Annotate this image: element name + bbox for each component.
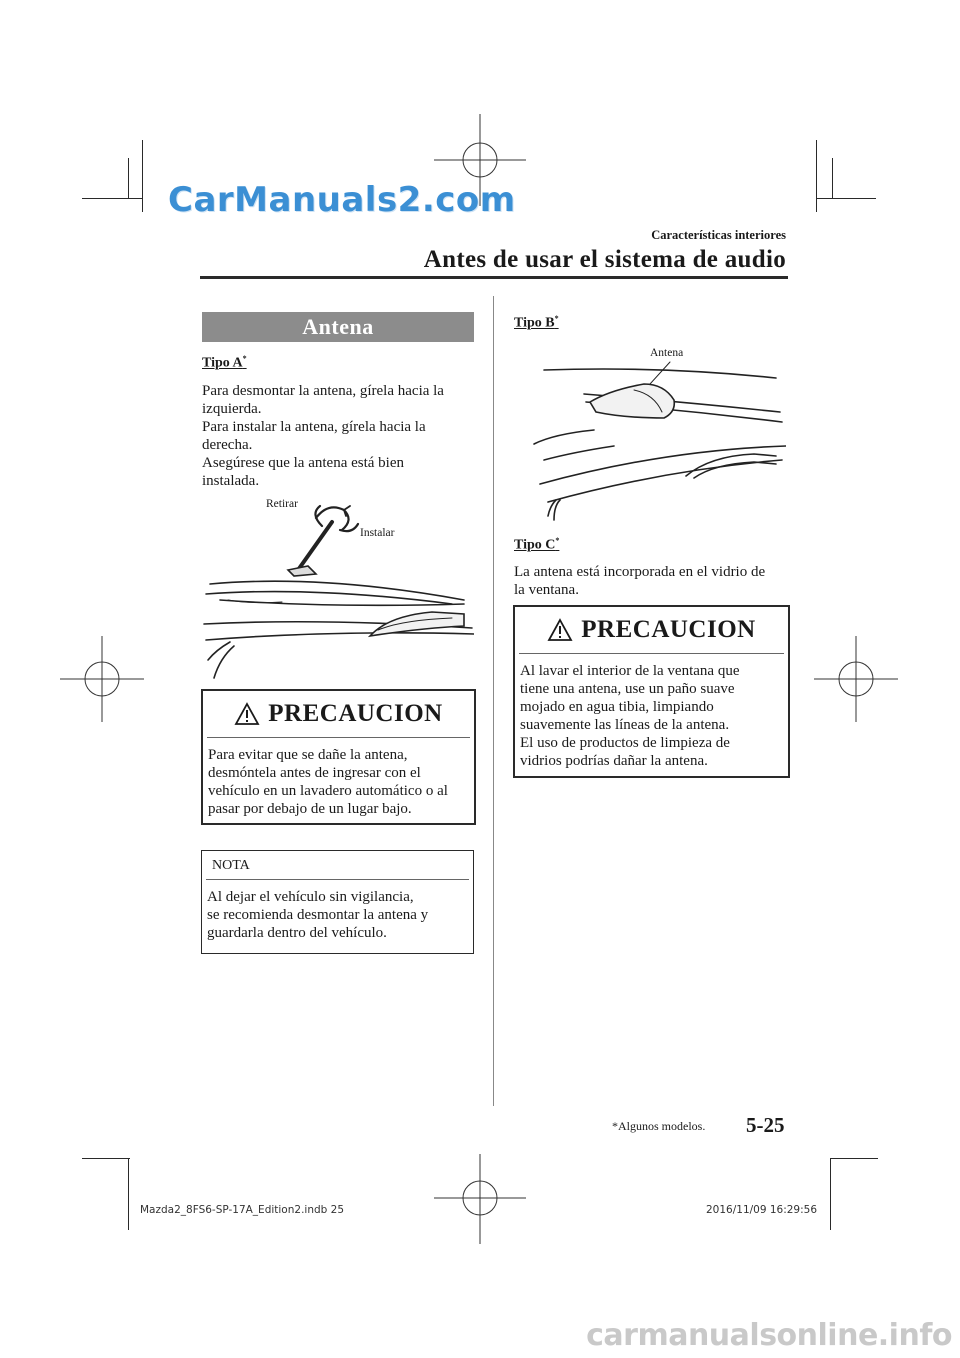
- caution-line: Al lavar el interior de la ventana que: [520, 663, 740, 679]
- text-line: Para desmontar la antena, gírela hacia la: [202, 383, 444, 399]
- print-file-info: Mazda2_8FS6-SP-17A_Edition2.indb 25: [140, 1204, 345, 1216]
- caution-line: tiene una antena, use un paño suave: [520, 681, 735, 697]
- section-title: Antena: [202, 312, 474, 342]
- caution-line: El uso de productos de limpieza de: [520, 735, 730, 751]
- note-line: guardarla dentro del vehículo.: [207, 925, 387, 941]
- caution-line: vehículo en un lavadero automático o al: [208, 783, 448, 799]
- caution-line: suavemente las líneas de la antena.: [520, 717, 730, 733]
- footnote-mark: *: [242, 354, 247, 363]
- caution-line: mojado en agua tibia, limpiando: [520, 699, 714, 715]
- note-title: NOTA: [212, 858, 250, 873]
- caution-header: [515, 607, 788, 653]
- watermark-logo: CarManuals2.com: [168, 180, 516, 220]
- note-line: se recomienda desmontar la antena y: [207, 907, 429, 923]
- header-rule: [200, 276, 788, 279]
- subheading-label: Tipo C: [514, 537, 556, 553]
- caution-line: pasar por debajo de un lugar bajo.: [208, 801, 412, 817]
- caution-title: PRECAUCION: [268, 700, 443, 727]
- note-body: [202, 880, 473, 942]
- caution-box: [513, 605, 790, 778]
- caution-line: vidrios podrías dañar la antena.: [520, 753, 708, 769]
- text-line: derecha.: [202, 437, 253, 453]
- print-date-info: 2016/11/09 16:29:56: [706, 1204, 818, 1216]
- figure-label-retirar: Retirar: [266, 498, 298, 510]
- text-line: izquierda.: [202, 401, 262, 417]
- page-title: Antes de usar el sistema de audio: [423, 246, 786, 273]
- page-number: 5-25: [746, 1113, 785, 1137]
- warning-triangle-icon: [234, 702, 260, 726]
- subheading-tipo-b: [514, 314, 559, 332]
- caution-body: [203, 738, 474, 818]
- text-line: La antena está incorporada en el vidrio de: [514, 564, 766, 580]
- subheading-tipo-a: [202, 354, 247, 372]
- text-line: la ventana.: [514, 582, 579, 598]
- caution-line: desmóntela antes de ingresar con el: [208, 765, 421, 781]
- text-line: instalada.: [202, 473, 260, 489]
- figure-label-instalar: Instalar: [360, 527, 395, 539]
- antenna-type-a-illustration: [202, 500, 474, 682]
- text-line: Para instalar la antena, gírela hacia la: [202, 419, 426, 435]
- tipo-a-text: [202, 382, 444, 490]
- caution-box: [201, 689, 476, 825]
- subheading-label: Tipo A: [202, 355, 243, 371]
- figure-label-antena: Antena: [650, 347, 684, 359]
- footnote-mark: *: [555, 536, 560, 545]
- caution-header: [203, 691, 474, 737]
- note-line: Al dejar el vehículo sin vigilancia,: [207, 889, 414, 905]
- column-divider: [493, 296, 494, 1106]
- caution-body: [515, 654, 788, 770]
- caution-line: Para evitar que se dañe la antena,: [208, 747, 408, 763]
- subheading-tipo-c: [514, 536, 559, 554]
- text-line: Asegúrese que la antena está bien: [202, 455, 404, 471]
- antenna-type-b-illustration: [514, 360, 786, 524]
- note-box: [201, 850, 474, 954]
- footnote-mark: *: [554, 314, 559, 323]
- warning-triangle-icon: [547, 618, 573, 642]
- caution-title: PRECAUCION: [581, 616, 756, 643]
- chapter-label: Características interiores: [651, 228, 786, 242]
- site-watermark: carmanualsonline.info: [586, 1318, 952, 1353]
- tipo-c-text: [514, 563, 765, 599]
- footnote: *Algunos modelos.: [612, 1119, 706, 1133]
- subheading-label: Tipo B: [514, 315, 555, 331]
